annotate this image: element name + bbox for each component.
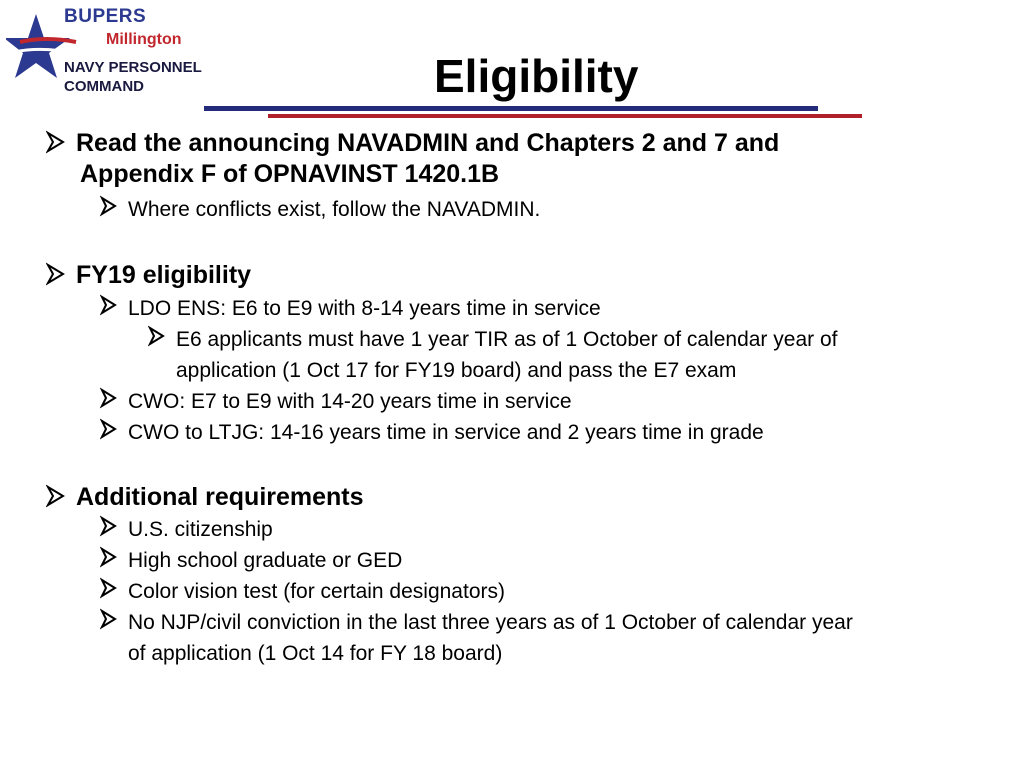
sub-bullet-citizenship — [128, 514, 273, 545]
arrowhead-bullet-icon — [148, 325, 166, 347]
bullet-text: U.S. citizenship — [128, 518, 273, 541]
title-underline-blue — [204, 106, 818, 111]
bullet-text: Color vision test (for certain designators) — [128, 580, 505, 603]
logo-command: COMMAND — [64, 78, 144, 95]
arrowhead-bullet-icon — [46, 130, 66, 154]
logo-bupers: BUPERS — [64, 6, 147, 27]
bullet-text: FY19 eligibility — [76, 261, 252, 289]
bupers-logo — [6, 4, 236, 104]
sub-sub-bullet-e6-applicants-continued — [176, 355, 736, 386]
sub-bullet-no-njp-continued — [128, 638, 502, 669]
arrowhead-bullet-icon — [100, 577, 118, 599]
sub-bullet-high-school — [128, 545, 402, 576]
sub-bullet-cwo-to-ltjg — [128, 417, 764, 448]
sub-bullet-no-njp — [128, 607, 853, 638]
logo-navy-personnel: NAVY PERSONNEL — [64, 59, 202, 76]
bullet-fy19-eligibility — [76, 260, 251, 290]
bullet-text: No NJP/civil conviction in the last three years as of 1 October of calendar year — [128, 611, 853, 634]
sub-bullet-cwo — [128, 386, 572, 417]
bullet-text: LDO ENS: E6 to E9 with 8-14 years time in service — [128, 297, 601, 320]
sub-bullet-conflicts — [128, 194, 540, 225]
bullet-read-navadmin — [76, 128, 779, 158]
title-underline-red — [268, 114, 862, 118]
arrowhead-bullet-icon — [46, 262, 66, 286]
sub-bullet-color-vision — [128, 576, 505, 607]
bullet-text: CWO to LTJG: 14-16 years time in service and 2 years time in grade — [128, 421, 764, 444]
bullet-read-navadmin-continued — [80, 159, 499, 189]
arrowhead-bullet-icon — [100, 195, 118, 217]
arrowhead-bullet-icon — [100, 608, 118, 630]
arrowhead-bullet-icon — [46, 484, 66, 508]
bullet-text: CWO: E7 to E9 with 14-20 years time in service — [128, 390, 572, 413]
bullet-text: of application (1 Oct 14 for FY 18 board) — [128, 642, 503, 665]
bullet-text: Read the announcing NAVADMIN and Chapters 2 and 7 and — [76, 129, 780, 157]
bullet-text: application (1 Oct 17 for FY19 board) and pass the E7 exam — [176, 359, 737, 382]
bullet-text: E6 applicants must have 1 year TIR as of 1 October of calendar year of — [176, 328, 838, 351]
slide-title: Eligibility — [434, 50, 639, 102]
bullet-text: Appendix F of OPNAVINST 1420.1B — [80, 160, 500, 188]
bullet-text: Where conflicts exist, follow the NAVADMIN. — [128, 198, 541, 221]
arrowhead-bullet-icon — [100, 515, 118, 537]
sub-sub-bullet-e6-applicants — [176, 324, 837, 355]
bullet-text: High school graduate or GED — [128, 549, 403, 572]
sub-bullet-ldo-ens — [128, 293, 601, 324]
arrowhead-bullet-icon — [100, 294, 118, 316]
bullet-additional-requirements — [76, 482, 364, 512]
arrowhead-bullet-icon — [100, 418, 118, 440]
bullet-text: Additional requirements — [76, 483, 364, 511]
arrowhead-bullet-icon — [100, 387, 118, 409]
logo-millington: Millington — [106, 31, 182, 48]
arrowhead-bullet-icon — [100, 546, 118, 568]
